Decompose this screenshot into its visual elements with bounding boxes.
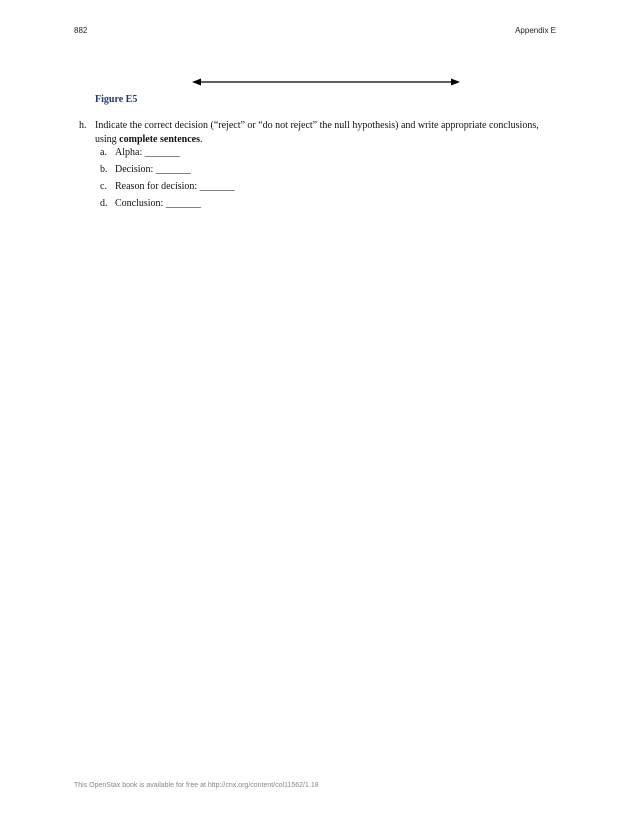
number-line	[192, 76, 460, 88]
sub-item-letter: b.	[100, 164, 108, 175]
number-line-left-arrow	[192, 79, 201, 86]
page-number: 882	[74, 26, 88, 35]
question-text-end: .	[199, 134, 203, 145]
sub-item-letter: d.	[100, 198, 108, 209]
sub-item-text: Conclusion: _______	[115, 198, 201, 209]
sub-item-text: Decision: _______	[115, 164, 191, 175]
footer-note: This OpenStax book is available for free at http://cnx.org/content/col11562/1.18	[74, 782, 319, 789]
sub-item-text: Alpha: _______	[115, 147, 180, 158]
running-header: Appendix E	[515, 26, 556, 35]
sub-item-letter: c.	[100, 181, 107, 192]
question-bold-text: complete sentences	[119, 134, 200, 145]
question-h	[79, 119, 559, 147]
question-text	[95, 119, 559, 147]
sub-item-text: Reason for decision: _______	[115, 181, 235, 192]
sub-item-letter: a.	[100, 147, 107, 158]
number-line-right-arrow	[451, 79, 460, 86]
question-letter: h.	[79, 120, 87, 131]
question-text-start: Indicate the correct decision (“reject” or “do not reject” the null hypothesis) and write appropriate conclusions, using	[95, 120, 539, 145]
figure-caption: Figure E5	[95, 94, 138, 105]
